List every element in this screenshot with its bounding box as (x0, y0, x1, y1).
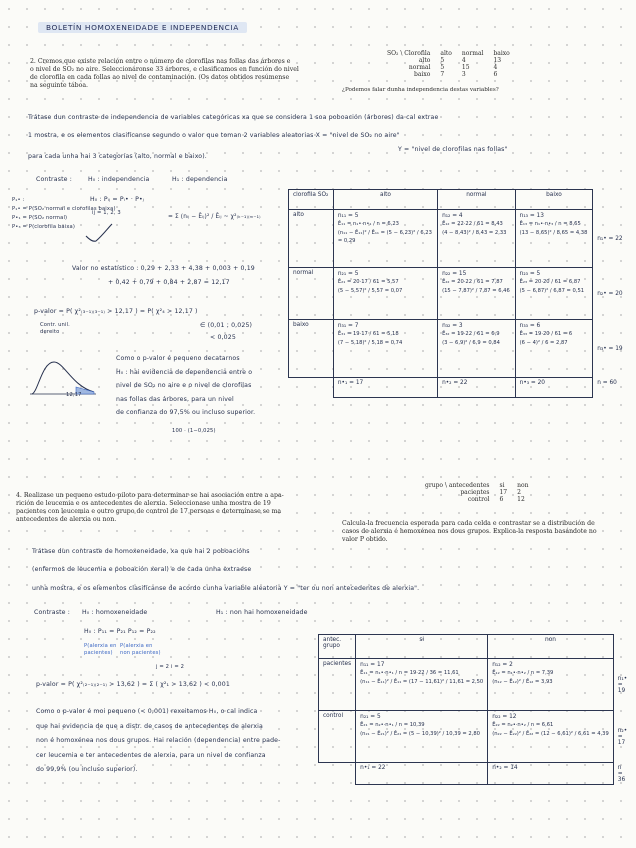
table-totals-row (319, 763, 632, 785)
sum-limits: j = 2 i = 2 (156, 664, 185, 670)
problem2-data-table (382, 50, 515, 78)
table-cell: n₂₂ = 15 Ê₂₂ = 20·22 / 61 = 7,87 (15 − 7,87)² / 7,87 = 6,46 (438, 268, 516, 320)
statistic-value: Valor no estatístico : 0,29 + 2,33 + 4,38 + 0,003 + 0,19 (72, 265, 255, 272)
table-header (613, 635, 631, 659)
table-row-label: alto (418, 57, 431, 64)
table-header: alto (440, 50, 452, 57)
table-row-label: control (319, 711, 356, 763)
table-row-label: normal (408, 64, 431, 71)
annotation-pacientes: P(alerxia en pacientes) (84, 643, 117, 656)
h0-label: H₀ : independencia (88, 176, 150, 183)
problem2-intro-line: Y = "nivel de clorofilas nas follas" (398, 146, 508, 153)
table-row (289, 320, 628, 378)
table-header: SO₂ \ Clorofila (387, 50, 431, 57)
table-cell: n₁₁ = 5 Ê₁₁ = n₁•·n•₁ / n = 6,23 (n₁₁ − Ê₁₁)² / Ê₁₁ = (5 − 6,23)² / 6,23 = 0,29 (333, 210, 437, 268)
chi-square-statistic: = Σ (nᵢⱼ − Êᵢⱼ)² / Êᵢⱼ ~ χ²₍ₖ₋₁₎₍ₘ₋₁₎ (168, 214, 261, 220)
table-header: non (517, 482, 529, 489)
table-row-label: alto (289, 210, 334, 268)
conclusion-line: que hai evidencia de que a distr. de casos de antecedentes de alerxia (36, 722, 263, 730)
h0-formula: H₀ : Pᵢⱼ = Pᵢ• · P•ⱼ (90, 196, 145, 203)
annotation-non-pacientes: P(alerxia en non pacientes) (120, 643, 161, 656)
h0-label: H₀ : homoxeneidade (82, 609, 148, 616)
problem4-statement (16, 492, 338, 524)
problem4-question (342, 520, 632, 544)
problem4-conclusion (36, 705, 281, 778)
problem2-statement (30, 58, 330, 90)
definition-line: P₁• = P(SO₂ normal e clorofilas baixa) (12, 206, 116, 212)
definition-line: P•₁ = P(SO₂ normal) (12, 215, 68, 221)
table-row-label: baixo (414, 71, 431, 78)
problem2-intro-line: Trátase dun contraste de independencia de variables categóricas xa que se considera 1 soa poboación (árbores) da cal extrae (28, 114, 439, 121)
table-cell: 15 (461, 64, 470, 71)
problem2-line: o nivel de SO₂ no aire. Seleccionáronse 33 árbores, e clasificamos en función do nivel (30, 66, 299, 73)
table-cell: 5 (440, 57, 445, 64)
problem4-line: antecedentes de alerxia ou non. (16, 516, 117, 523)
table-header: normal (438, 190, 516, 210)
problem4-data-table (420, 482, 533, 503)
row-total: n₃• = 19 (597, 345, 623, 352)
problem4-line: rición de leucemia e os antecedentes de alerxia. Seleccionase unha mostra de 19 (16, 500, 271, 507)
problem4-line: pacientes con leucemia e outro grupo de control de 17 persoas e determínase se ma (16, 508, 282, 515)
table-row (289, 210, 628, 268)
table-cell: 7 (440, 71, 445, 78)
table-cell: 13 (493, 57, 502, 64)
table-cell: 4 (493, 64, 498, 71)
table-header: si (356, 635, 488, 659)
table-cell: n₁₃ = 13 Ê₁₃ = n₁•·n•₃ / n = 8,65 (13 − 8,65)² / 8,65 = 4,38 (515, 210, 593, 268)
question-line: Calcula-la frecuencia esperada para cada celda e contrastar se a distribución de (342, 520, 595, 527)
table-row-label: control (467, 496, 490, 503)
question-line: casos de alerxia é homoxénea nos dous grupos. Explica-la resposta basándote no (342, 528, 597, 535)
p-value: p-valor = P( χ²₍₂₋₁₎₍₂₋₁₎ > 13,62 ) = Σ ( χ²₁ > 13,62 ) < 0,001 (36, 681, 230, 688)
contraste-label: Contraste : (34, 609, 70, 616)
table-header: alto (333, 190, 437, 210)
table-header (593, 190, 628, 210)
row-total: n₁• = 22 (597, 235, 623, 242)
row-total: n₂• = 20 (597, 290, 623, 297)
p-value: p-valor = P( χ²₍₃₋₁₎₍₃₋₁₎ > 12,17 ) = P( χ²₄ > 12,17 ) (34, 308, 198, 315)
table-row-label: pacientes (460, 489, 490, 496)
conclusion-line: H₀ : hai evidencia de dependencia entre o (116, 368, 253, 376)
table-cell: 2 (517, 489, 521, 496)
conclusion-line: non é homoxénea nos dous grupos. Hai relación (dependencia) entre pade- (36, 737, 281, 744)
table-cell: n₁₂ = 2 Ê₁₂ = n₁•·n•₂ / n = 7,39 (n₁₂ − Ê₁₂)² / Ê₁₂ = 3,93 (488, 659, 614, 711)
problem4-intro-line: Trátase dun contraste de homoxeneidade, xa que hai 2 poboacións (32, 548, 250, 555)
h0-formula: H₀ : P₁₁ = P₂₁ P₁₂ = P₂₂ (84, 628, 156, 635)
table-header: baixo (493, 50, 510, 57)
table-row (319, 659, 632, 711)
table-cell: n₃₂ = 3 Ê₃₂ = 19·22 / 61 = 6,9 (3 − 6,9)² / 6,9 = 0,84 (438, 320, 516, 378)
h1-label: H₁ : dependencia (172, 176, 228, 183)
row-total: n₂• = 17 (617, 727, 628, 746)
table-cell: n₂₁ = 5 Ê₂₁ = 20·17 / 61 = 5,57 (5 − 5,57)² / 5,57 = 0,07 (333, 268, 437, 320)
table-totals-row (289, 378, 628, 398)
conclusion-line: cer leucemia e ter antecedentes de alerxia, para un nivel de confianza (36, 751, 266, 759)
p-value-range: ∈ (0,01 ; 0,025) (200, 322, 253, 329)
problem2-contingency-table (288, 189, 628, 398)
problem2-conclusion (116, 352, 255, 420)
table-row-label: pacientes (319, 659, 356, 711)
table-cell: n₂₂ = 12 Ê₂₂ = n₂•·n•₂ / n = 6,61 (n₂₂ − Ê₂₂)² / Ê₂₂ = (12 − 6,61)² / 6,61 = 4,39 (488, 711, 614, 763)
p-value-bound: < 0,025 (210, 334, 236, 341)
column-total: n•₂ = 22 (438, 378, 516, 398)
conclusion-line: de confianza do 97,5% ou incluso superior. (116, 409, 256, 416)
table-header-corner: antec. grupo (319, 635, 356, 659)
conclusion-line: do 99,9% (ou incluso superior). (36, 766, 138, 773)
table-header: non (488, 635, 614, 659)
table-row (319, 711, 632, 763)
table-header: baixo (515, 190, 593, 210)
table-header-corner: clorofila SO₂ (289, 190, 334, 210)
table-row (289, 268, 628, 320)
table-cell: 5 (440, 64, 445, 71)
grand-total: n = 60 (597, 379, 617, 386)
column-total: n•₂ = 14 (488, 763, 614, 785)
table-header: normal (461, 50, 484, 57)
conclusion-line: nas follas das árbores, para un nivel (116, 395, 234, 403)
definition-line: P•₃ = P(clorofila baixa) (12, 224, 76, 230)
page-title: BOLETÍN HOMOXENEIDADE E INDEPENDENCIA (38, 22, 247, 33)
grand-total: n = 36 (617, 764, 626, 783)
confidence-calc: 100 · (1−0,025) (172, 428, 216, 434)
problem2-intro-line: 1 mostra, e os elementos clasifícanse segundo o valor que toman 2 variables aleatorias X = "nivel de SO₂ no aire" (28, 132, 400, 139)
table-cell: n₁₁ = 17 Ê₁₁ = n₁•·n•₁ / n = 19·22 / 36 = 11,61 (n₁₁ − Ê₁₁)² / Ê₁₁ = (17 − 11,61)² / 11,61 = 2,50 (356, 659, 488, 711)
problem2-question: ¿Podemos falar dunha independencia destas variables? (342, 87, 499, 93)
table-header: grupo \ antecedentes (425, 482, 490, 489)
column-total: n•₁ = 17 (333, 378, 437, 398)
problem4-intro-line: unha mostra, e os elementos clasifícanse de acordo cunha variable aleatoria Y = "ter ou non antecedentes de alerxia". (32, 585, 420, 592)
statistic-value-cont: + 0,42 + 0,79 + 0,84 + 2,87 = 12,17 (108, 279, 230, 286)
conclusion-line: Como o p-valor é pequeno decatarnos (116, 355, 240, 362)
h1-label: H₁ : non hai homoxeneidade (216, 609, 308, 616)
table-row-label: normal (289, 268, 334, 320)
table-cell: n₂₁ = 5 Ê₂₁ = n₂•·n•₁ / n = 10,39 (n₂₁ − Ê₂₁)² / Ê₂₁ = (5 − 10,39)² / 10,39 = 2,80 (356, 711, 488, 763)
table-cell: 6 (499, 496, 504, 503)
graph-critical-label: 12,17 (66, 392, 82, 398)
chi-square-distribution-sketch (28, 356, 98, 400)
table-cell: 6 (493, 71, 498, 78)
table-header: si (499, 482, 505, 489)
table-cell: n₁₂ = 4 Ê₁₂ = 22·22 / 61 = 8,43 (4 − 8,43)² / 8,43 = 2,33 (438, 210, 516, 268)
checkmark-icon (84, 222, 114, 244)
contraste-label: Contraste : (36, 176, 72, 183)
problem2-intro-line: para cada unha hai 3 categorías (alto, normal e baixo). (28, 153, 207, 160)
table-row-label: baixo (289, 320, 334, 378)
table-cell: n₂₃ = 5 Ê₂₃ = 20·20 / 61 = 6,87 (5 − 6,87)² / 6,87 = 0,51 (515, 268, 593, 320)
problem2-line: de clorofila en cada follas ao nivel de contaminación. (Os datos obtidos resúmense (30, 74, 290, 81)
definition-line: P₁• : (12, 197, 25, 203)
problem2-line: 2. Cremos que existe relación entre o número de clorofilas nas follas das árbores e (30, 58, 291, 65)
problem2-line: na seguinte táboa. (30, 82, 89, 89)
column-total: n•₃ = 20 (515, 378, 593, 398)
problem4-contingency-table (318, 634, 632, 785)
column-total: n•₁ = 22 (356, 763, 488, 785)
contrast-type-note: Contr. unil. dereito (40, 322, 70, 335)
table-cell: 12 (517, 496, 525, 503)
row-total: n₁• = 19 (617, 675, 628, 694)
table-cell: n₃₃ = 6 Ê₃₃ = 19·20 / 61 = 6 (6 − 4)² / 6 = 2,87 (515, 320, 593, 378)
problem4-intro-line: (enfermos de leucemia e poboación xeral) e de cada unha extraese (32, 566, 252, 573)
problem4-line: 4. Realizase un pequeno estudo piloto para determinar se hai asociación entre a apa- (16, 492, 284, 499)
table-cell: 4 (461, 57, 466, 64)
table-cell: 17 (499, 489, 508, 496)
conclusion-line: nivel de SO₂ no aire e o nivel de clorofilas (116, 382, 252, 389)
index-range: ij = 1, 2, 3 (92, 210, 121, 216)
table-cell: 3 (461, 71, 466, 78)
question-line: valor P obtido. (342, 536, 388, 543)
conclusion-line: Como o p-valor é moi pequeno (< 0,001) rexeitamos H₀, o cal indica (36, 708, 258, 715)
table-cell: n₃₁ = 7 Ê₃₁ = 19·17 / 61 = 5,18 (7 − 5,18)² / 5,18 = 0,74 (333, 320, 437, 378)
